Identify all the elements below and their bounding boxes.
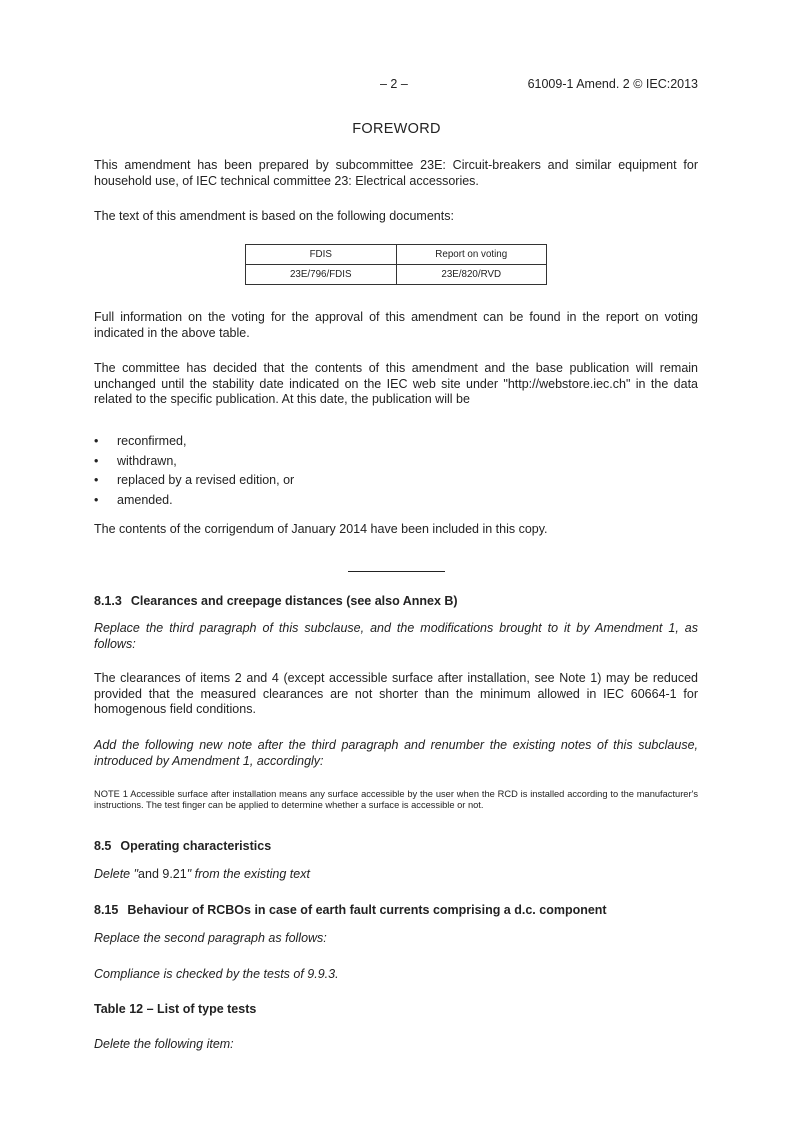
heading-8-15: 8.15 Behaviour of RCBOs in case of earth fault currents comprising a d.c. component xyxy=(94,903,607,917)
instruction-8-1-3: Replace the third paragraph of this subclause, and the modifications brought to it by Amendment 1, as follows: xyxy=(94,621,698,651)
foreword-title: FOREWORD xyxy=(352,121,441,137)
documents-table xyxy=(245,244,547,285)
heading-8-5: 8.5 Operating characteristics xyxy=(94,839,272,853)
heading-8-1-3: 8.1.3 Clearances and creepage distances (see also Annex B) xyxy=(94,594,458,608)
list-item: • withdrawn, xyxy=(94,454,177,468)
list-item: • amended. xyxy=(94,493,173,507)
table-row xyxy=(246,265,547,285)
compliance-text: Compliance is checked by the tests of 9.9.3. xyxy=(94,967,339,981)
foreword-intro: This amendment has been prepared by subcommittee 23E: Circuit-breakers and similar equipment for household use, of IEC technical committee 23: Electrical accessories. xyxy=(94,158,698,188)
clearances-text: The clearances of items 2 and 4 (except accessible surface after installation, see Note 1) may be reduced provided that the measured clearances are not shorter than the minimum allowed in IEC 60664-1 for homogenous field conditions. xyxy=(94,671,698,716)
table-12-instruction: Delete the following item: xyxy=(94,1037,234,1051)
table-cell-fdis: 23E/796/FDIS xyxy=(246,265,397,285)
section-divider xyxy=(348,571,445,572)
corrigendum-text: The contents of the corrigendum of January 2014 have been included in this copy. xyxy=(94,522,548,536)
delete-instruction-8-5: Delete "and 9.21" from the existing text xyxy=(94,867,310,881)
instruction-add-note: Add the following new note after the third paragraph and renumber the existing notes of this subclause, introduced by Amendment 1, accordingly: xyxy=(94,738,698,768)
table-12-title: Table 12 – List of type tests xyxy=(94,1002,257,1016)
list-item: • replaced by a revised edition, or xyxy=(94,473,295,487)
note-1: NOTE 1 Accessible surface after installation means any surface accessible by the user when the RCD is installed according to the manufacturer's instructions. The test finger can be applied to determine whether a surface is accessible or not. xyxy=(94,789,698,810)
table-header-fdis: FDIS xyxy=(246,245,397,265)
table-header-report: Report on voting xyxy=(396,245,547,265)
table-header-row xyxy=(246,245,547,265)
instruction-8-15: Replace the second paragraph as follows: xyxy=(94,931,327,945)
list-item: • reconfirmed, xyxy=(94,434,187,448)
voting-info: Full information on the voting for the approval of this amendment can be found in the report on voting indicated in the above table. xyxy=(94,310,698,340)
based-on-text: The text of this amendment is based on the following documents: xyxy=(94,209,454,223)
document-reference: 61009-1 Amend. 2 © IEC:2013 xyxy=(527,77,698,91)
stability-text: The committee has decided that the contents of this amendment and the base publication will remain unchanged until the stability date indicated on the IEC web site under "http://webstore.iec.ch" in the data related to the specific publication. At this date, the publication will be xyxy=(94,361,698,406)
table-cell-rvd: 23E/820/RVD xyxy=(396,265,547,285)
page-number: – 2 – xyxy=(380,77,408,91)
